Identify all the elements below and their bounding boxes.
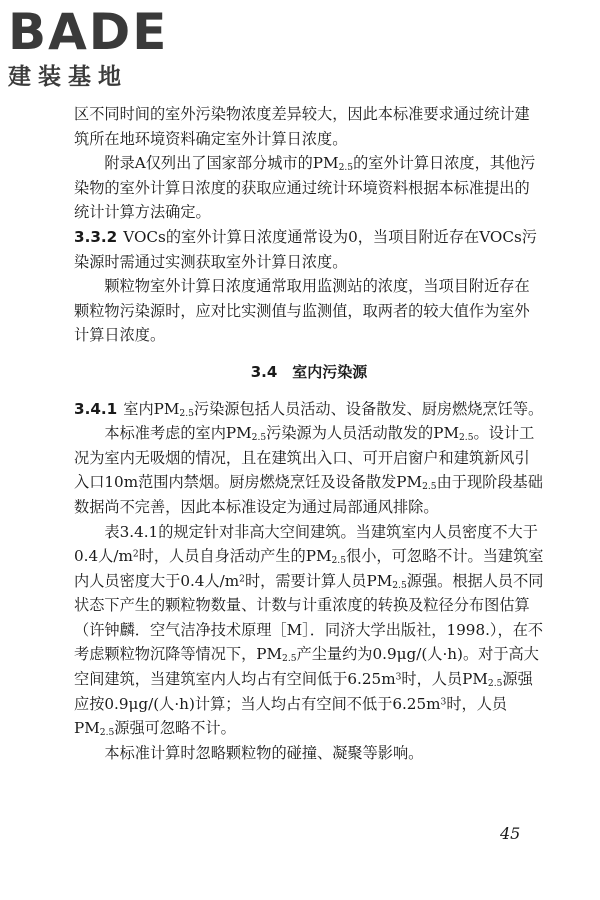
logo-subtitle: 建装基地 [8, 64, 128, 90]
logo-wordmark: BADE [8, 3, 169, 61]
paragraph-table-3-4-1: 表3.4.1的规定针对非高大空间建筑。当建筑室内人员密度不大于0.4人$/m^2$时，人员自身活动产生的$PM_{2.5}$很小，可忽略不计。当建筑室内人员密度大于0.4人$/m^2$时，需要计算人员$PM_{2.5}$源强。根据人员不同状态下产生的颗粒物数量、计数与计重浓度的转换及粒径分布图估算（许钟麟．空气洁净技术原理［M］．同济大学出版社，1998.），在不考虑颗粒物沉降等情况下，$PM_{2.5}$产尘量约为0.9μg/(人·h)。对于高大空间建筑，当建筑室内人均占有空间低于$6.25m^3$时，人员$PM_{2.5}$源强应按0.9μg/(人·h)计算；当人均占有空间不低于$6.25m^3$时，人员$PM_{2.5}$源强可忽略不计。 [74, 522, 544, 739]
page-body [74, 102, 544, 765]
paragraph-continued: 区不同时间的室外污染物浓度差异较大，因此本标准要求通过统计建筑所在地环境资料确定室外计算日浓度。 [74, 105, 530, 148]
bade-logo [8, 4, 178, 100]
clause-number: 3.3.2 [74, 227, 118, 246]
clause-3-4-1: 3.4.1 室内$PM_{2.5}$污染源包括人员活动、设备散发、厨房燃烧烹饪等。 [74, 399, 544, 419]
section-heading: 3.4 室内污染源 [250, 362, 368, 381]
paragraph-appendix-a: 附录A仅列出了国家部分城市的$PM_{2.5}$的室外计算日浓度，其他污染物的室外计算日浓度的获取应通过统计环境资料根据本标准提出的统计计算方法确定。 [74, 154, 536, 222]
clause-3-3-2: 3.3.2 VOCs的室外计算日浓度通常设为0，当项目附近存在VOCs污染源时需通过实测获取室外计算日浓度。 [74, 227, 537, 271]
paragraph-indoor-sources: 本标准考虑的室内$PM_{2.5}$污染源为人员活动散发的$PM_{2.5}$。设计工况为室内无吸烟的情况，且在建筑出入口、可开启窗户和建筑新风引入口10m范围内禁烟。厨房燃烧烹饪及设备散发$PM_{2.5}$由于现阶段基础数据尚不完善，因此本标准设定为通过局部通风排除。 [74, 424, 543, 516]
clause-number: 3.4.1 [74, 399, 118, 418]
paragraph-final: 本标准计算时忽略颗粒物的碰撞、凝聚等影响。 [104, 743, 424, 762]
page-number: 45 [500, 824, 521, 843]
paragraph-particulate: 颗粒物室外计算日浓度通常取用监测站的浓度，当项目附近存在颗粒物污染源时，应对比实测值与监测值，取两者的较大值作为室外计算日浓度。 [74, 277, 530, 345]
